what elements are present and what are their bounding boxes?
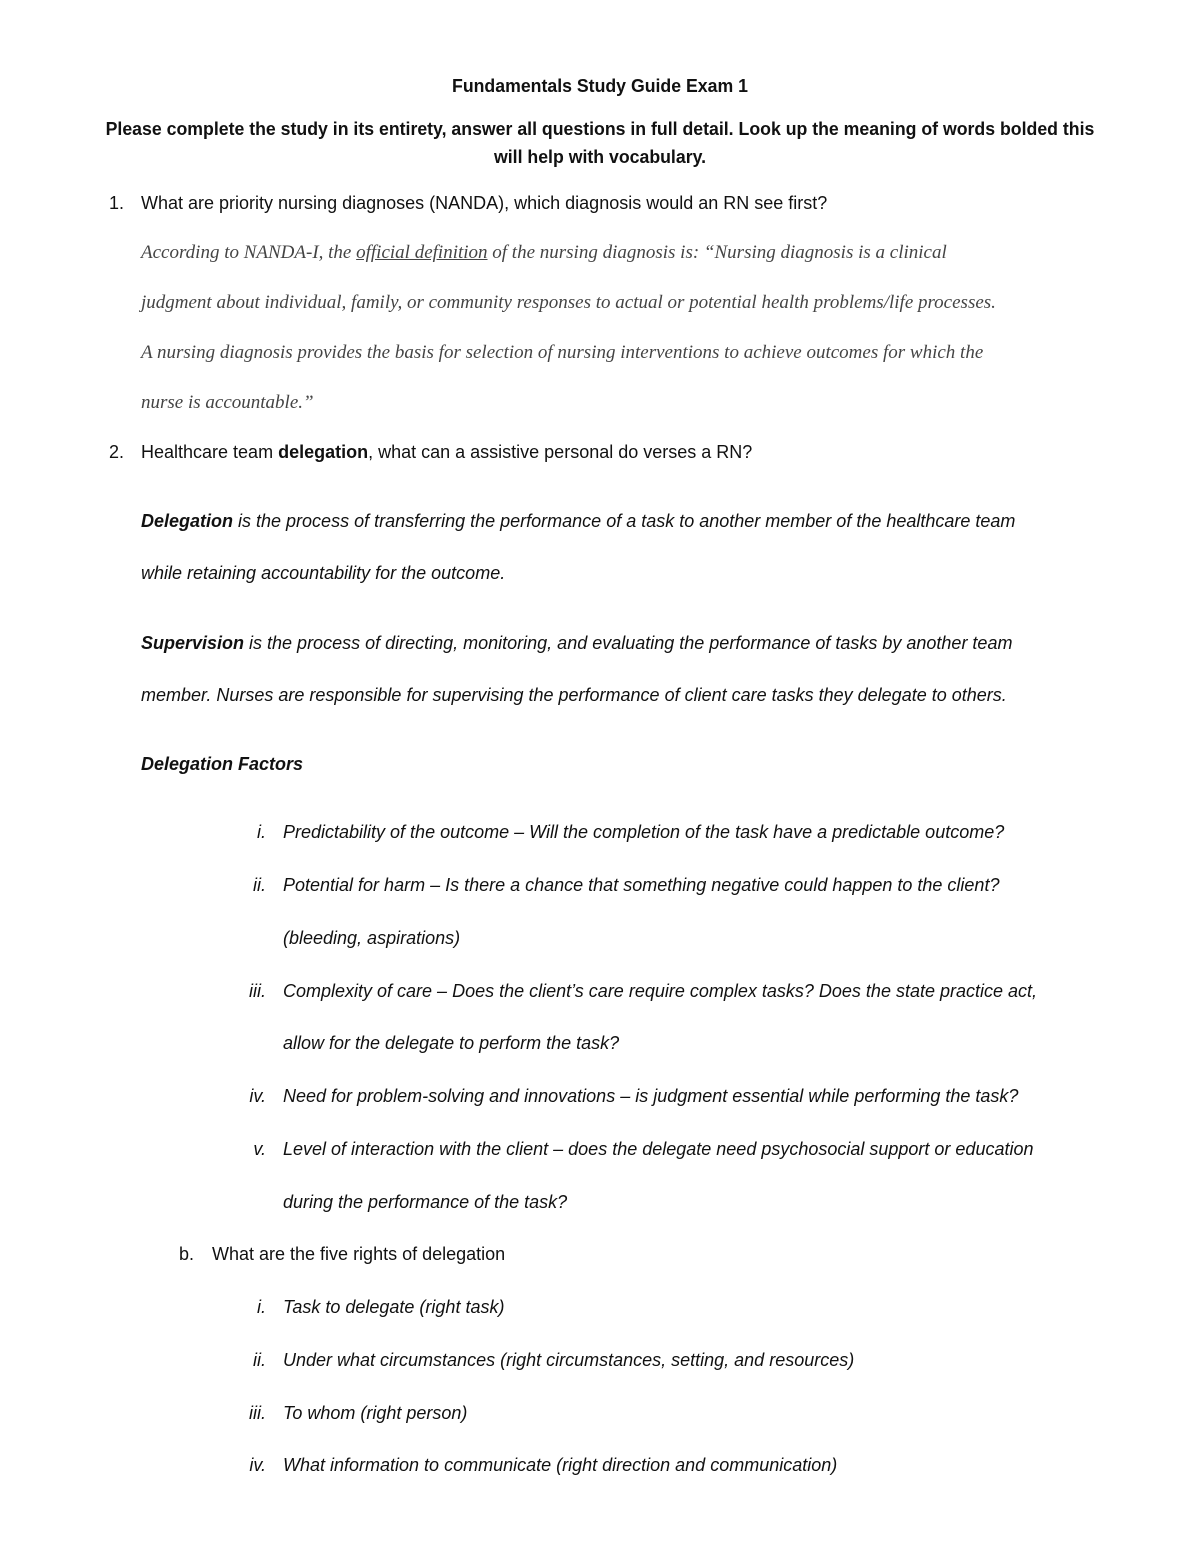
delegation-definition-line-2: while retaining accountability for the outcome. bbox=[141, 563, 506, 583]
question-1-number: 1. bbox=[108, 193, 124, 213]
answer-1-line-1-post: of the nursing diagnosis is: “Nursing diagnosis is a clinical bbox=[487, 242, 947, 263]
answer-1-line-4: nurse is accountable.” bbox=[141, 392, 314, 413]
factor-5-number: v. bbox=[253, 1139, 266, 1159]
answer-1-line-3: A nursing diagnosis provides the basis for selection of nursing interventions to achieve outcomes for which the bbox=[141, 342, 984, 363]
instructions-line-1: Please complete the study in its entirety, answer all questions in full detail. Look up the meaning of words bolded this bbox=[105, 119, 1095, 139]
factor-2-text-line-2: (bleeding, aspirations) bbox=[283, 928, 461, 948]
right-3-text: To whom (right person) bbox=[283, 1403, 468, 1423]
right-3-number: iii. bbox=[249, 1403, 266, 1423]
question-2-text-pre: Healthcare team bbox=[141, 442, 279, 462]
factor-1-number: i. bbox=[257, 822, 266, 842]
supervision-definition-text: is the process of directing, monitoring, and evaluating the performance of tasks by another team bbox=[244, 633, 1013, 653]
supervision-term: Supervision bbox=[141, 633, 245, 653]
factor-3-text-line-1: Complexity of care – Does the client’s care require complex tasks? Does the state practice act, bbox=[283, 981, 1038, 1001]
question-2-bold-term: delegation bbox=[278, 442, 369, 462]
factor-2-text-line-1: Potential for harm – Is there a chance that something negative could happen to the client? bbox=[283, 875, 1000, 895]
right-4-text: What information to communicate (right direction and communication) bbox=[283, 1455, 838, 1475]
factor-4-text: Need for problem-solving and innovations – is judgment essential while performing the task? bbox=[283, 1086, 1019, 1106]
page-title: Fundamentals Study Guide Exam 1 bbox=[452, 76, 748, 96]
right-4-number: iv. bbox=[249, 1455, 266, 1475]
right-1-text: Task to delegate (right task) bbox=[283, 1297, 505, 1317]
answer-1-line-2: judgment about individual, family, or community responses to actual or potential health problems/life processes. bbox=[141, 292, 996, 313]
answer-1-line-1 bbox=[141, 241, 947, 265]
factor-5-text-line-2: during the performance of the task? bbox=[283, 1192, 568, 1212]
delegation-definition-text: is the process of transferring the performance of a task to another member of the healthcare team bbox=[233, 511, 1016, 531]
factor-2-number: ii. bbox=[253, 875, 266, 895]
factor-5-text-line-1: Level of interaction with the client – does the delegate need psychosocial support or education bbox=[283, 1139, 1034, 1159]
right-2-number: ii. bbox=[253, 1350, 266, 1370]
right-2-text: Under what circumstances (right circumstances, setting, and resources) bbox=[283, 1350, 855, 1370]
delegation-factors-heading: Delegation Factors bbox=[141, 754, 304, 774]
question-2-text-post: , what can a assistive personal do verses a RN? bbox=[368, 442, 753, 462]
factor-4-number: iv. bbox=[249, 1086, 266, 1106]
factor-3-number: iii. bbox=[249, 981, 266, 1001]
question-2-number: 2. bbox=[108, 442, 124, 462]
delegation-definition-line-1 bbox=[141, 509, 1015, 533]
supervision-definition-line-1 bbox=[141, 631, 1012, 655]
question-2-text bbox=[141, 440, 752, 464]
question-1-text: What are priority nursing diagnoses (NANDA), which diagnosis would an RN see first? bbox=[141, 193, 828, 213]
supervision-definition-line-2: member. Nurses are responsible for supervising the performance of client care tasks they delegate to others. bbox=[141, 685, 1007, 705]
question-2b-text: What are the five rights of delegation bbox=[212, 1244, 506, 1264]
right-1-number: i. bbox=[257, 1297, 266, 1317]
instructions-line-2: will help with vocabulary. bbox=[493, 147, 707, 167]
factor-1-text: Predictability of the outcome – Will the completion of the task have a predictable outcome? bbox=[283, 822, 1005, 842]
question-2b-number: b. bbox=[178, 1244, 194, 1264]
answer-1-line-1-pre: According to NANDA-I, the bbox=[141, 242, 357, 263]
official-definition-link[interactable]: official definition bbox=[356, 242, 488, 263]
factor-3-text-line-2: allow for the delegate to perform the task? bbox=[283, 1033, 620, 1053]
delegation-term: Delegation bbox=[141, 511, 234, 531]
